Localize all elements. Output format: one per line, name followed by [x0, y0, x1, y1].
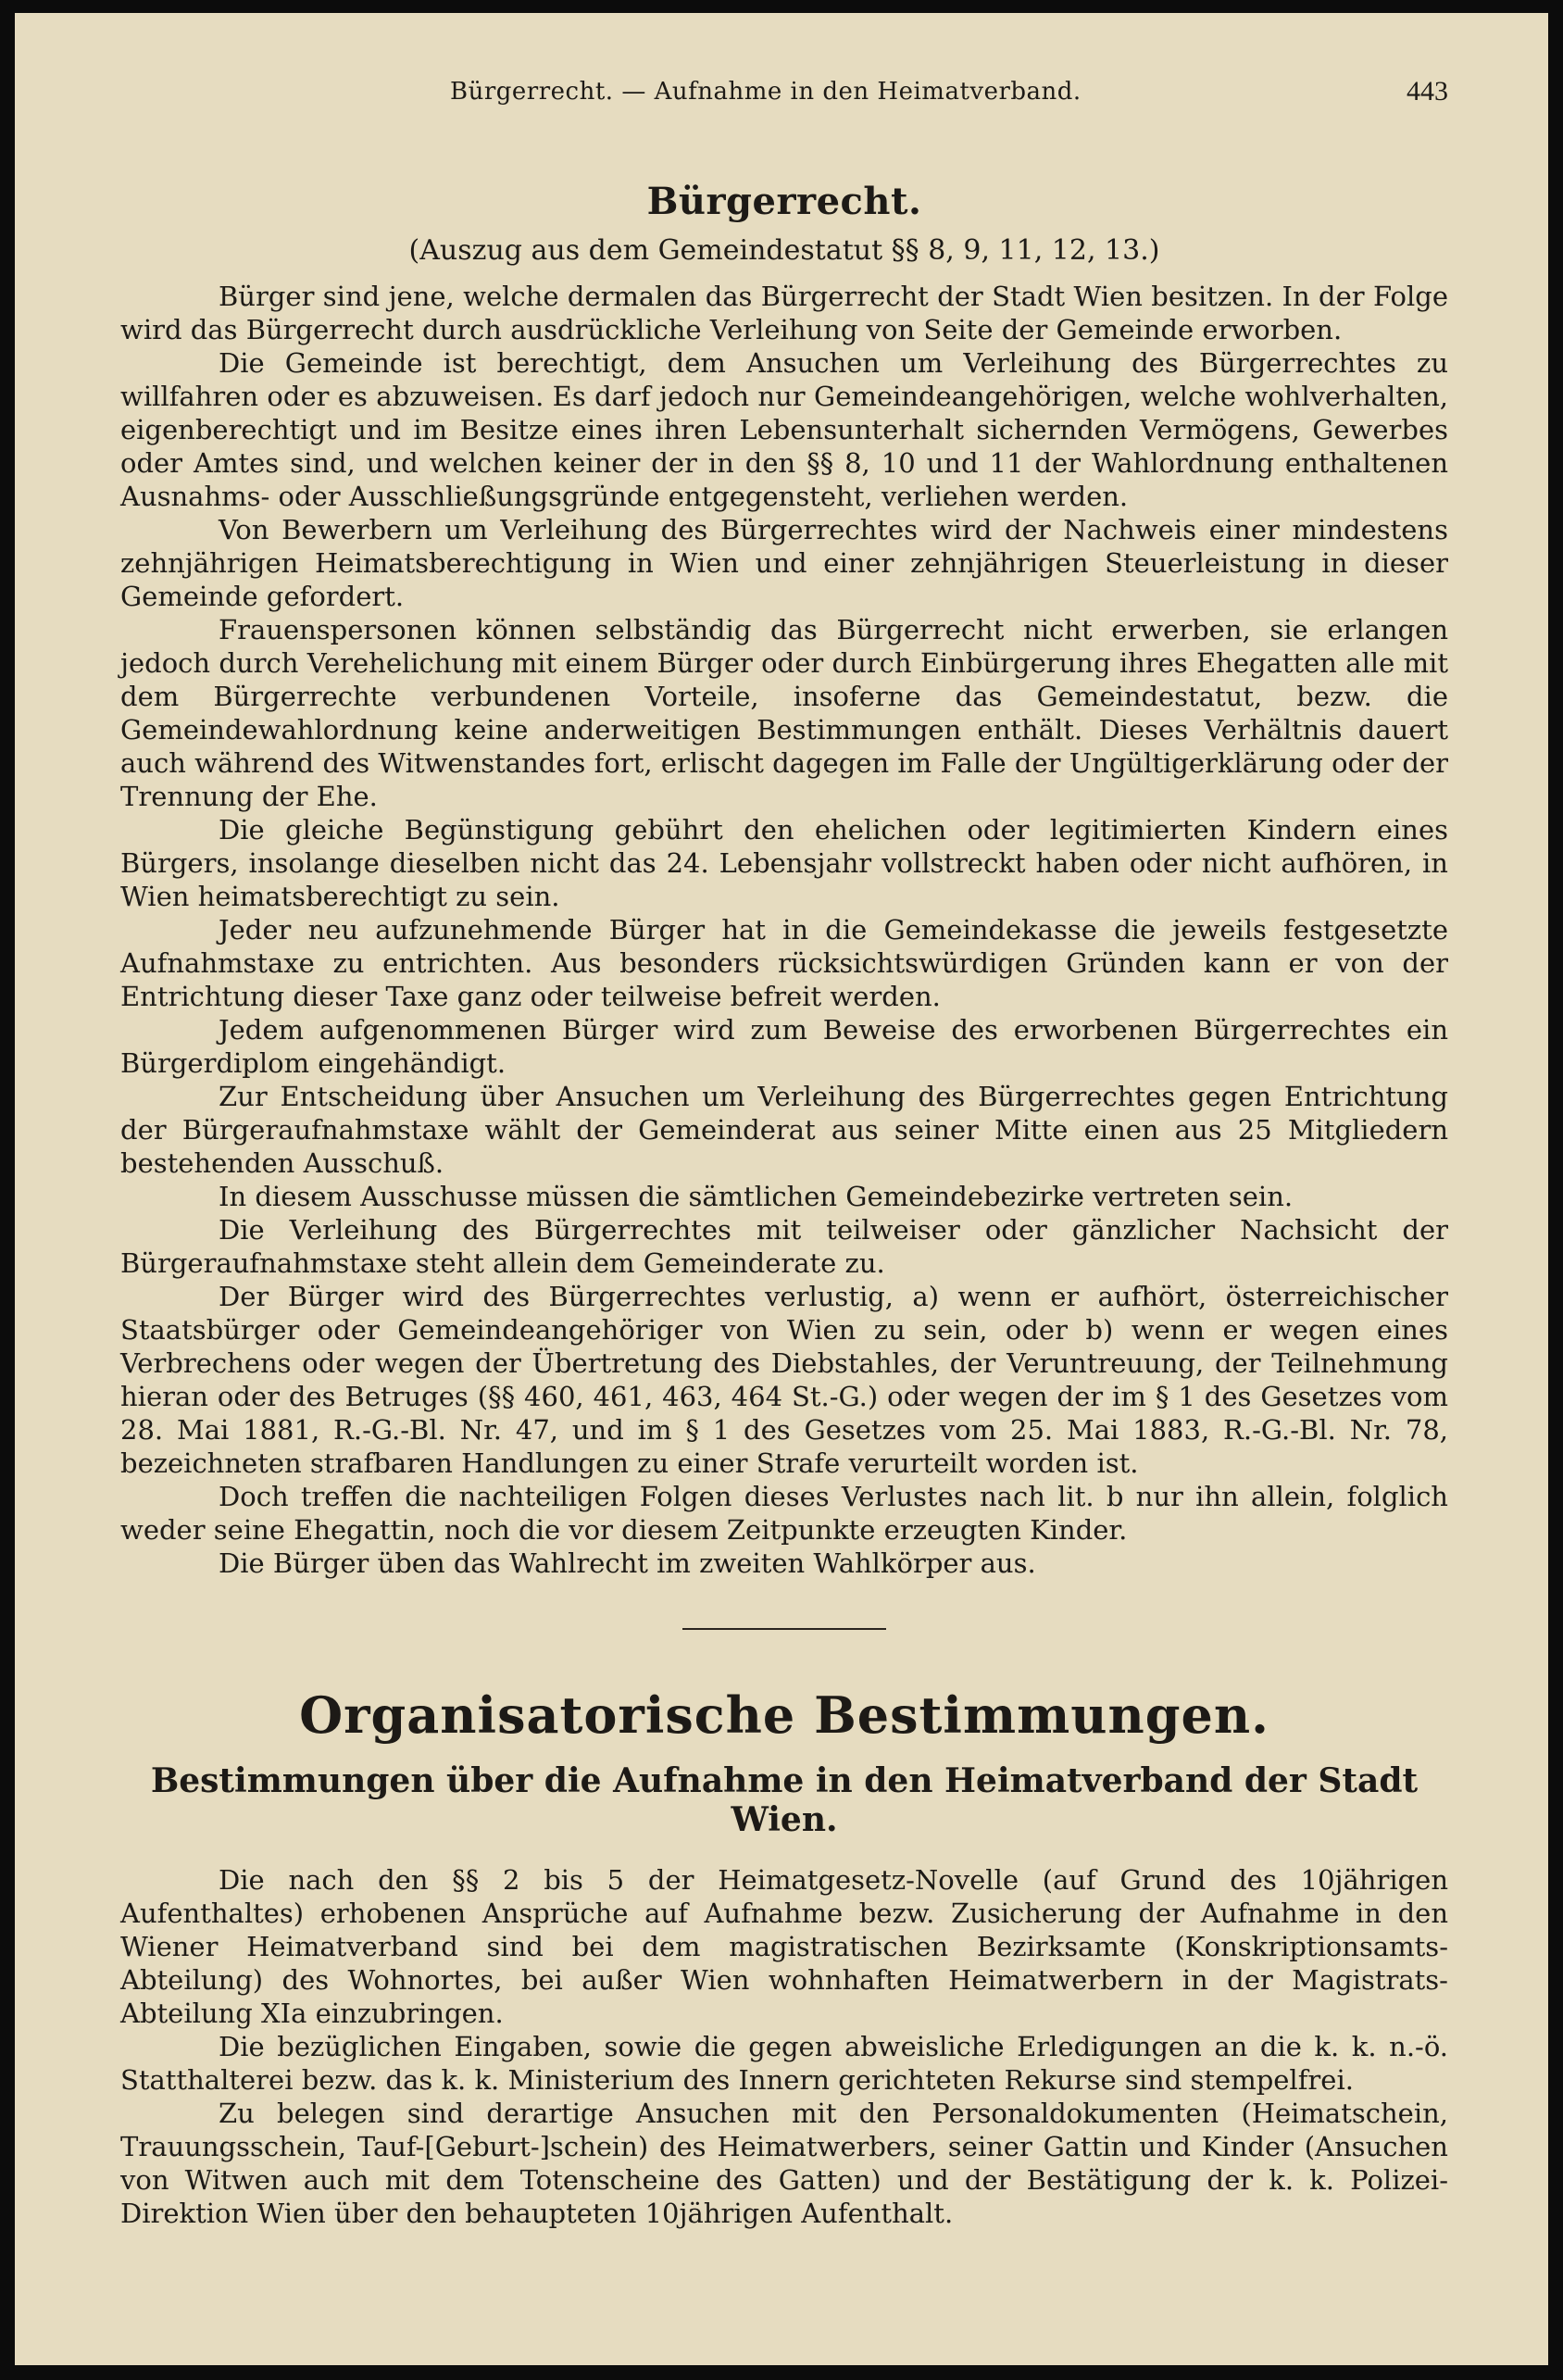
page-content — [120, 180, 1448, 2230]
paragraph: Zu belegen sind derartige Ansuchen mit den Personaldokumenten (Heimatschein, Trauungsschein, Tauf-[Geburt-]schein) des Heimatwerbers, seiner Gattin und Kinder (Ansuchen von Witwen auch mit dem Totenscheine des Gatten) und der Bestätigung der k. k. Polizei-Direktion Wien über den behaupteten 10jährigen Aufenthalt. — [120, 2098, 1448, 2229]
paragraph: Die gleiche Begünstigung gebührt den ehelichen oder legitimierten Kindern eines Bürgers, insolange dieselben nicht das 24. Lebensjahr vollstreckt haben oder nicht aufhören, in Wien heimatsberechtigt zu sein. — [120, 814, 1448, 912]
section-subtitle: (Auszug aus dem Gemeindestatut §§ 8, 9, 11, 12, 13.) — [408, 234, 1160, 267]
paragraph: Der Bürger wird des Bürgerrechtes verlustig, a) wenn er aufhört, österreichischer Staatsbürger oder Gemeindeangehöriger von Wien zu sein, oder b) wenn er wegen eines Verbrechens oder wegen der Übertretung des Diebstahles, der Veruntreuung, der Teilnehmung hieran oder des Betruges (§§ 460, 461, 463, 464 St.-G.) oder wegen der im § 1 des Gesetzes vom 28. Mai 1881, R.-G.-Bl. Nr. 47, und im § 1 des Gesetzes vom 25. Mai 1883, R.-G.-Bl. Nr. 78, bezeichneten strafbaren Handlungen zu einer Strafe verurteilt worden ist. — [120, 1281, 1448, 1479]
section-title: Bürgerrecht. — [646, 180, 922, 223]
section-organisatorische-bestimmungen — [120, 1685, 1448, 2230]
document-page — [15, 13, 1548, 2365]
paragraph: Die bezüglichen Eingaben, sowie die gegen abweisliche Erledigungen an die k. k. n.-ö. Statthalterei bezw. das k. k. Ministerium des Innern gerichteten Rekurse sind stempelfrei. — [120, 2031, 1448, 2096]
paragraph: Zur Entscheidung über Ansuchen um Verleihung des Bürgerrechtes gegen Entrichtung der Bürgeraufnahmstaxe wählt der Gemeinderat aus seiner Mitte einen aus 25 Mitgliedern bestehenden Ausschuß. — [120, 1081, 1448, 1179]
paragraph: Von Bewerbern um Verleihung des Bürgerrechtes wird der Nachweis einer mindestens zehnjährigen Heimatsberechtigung in Wien und einer zehnjährigen Steuerleistung in dieser Gemeinde gefordert. — [120, 514, 1448, 612]
paragraph: Die Gemeinde ist berechtigt, dem Ansuchen um Verleihung des Bürgerrechtes zu willfahren oder es abzuweisen. Es darf jedoch nur Gemeindeangehörigen, welche wohlverhalten, eigenberechtigt und im Besitze eines ihren Lebensunterhalt sichernden Vermögens, Gewerbes oder Amtes sind, und welchen keiner der in den §§ 8, 10 und 11 der Wahlordnung enthaltenen Ausnahms- oder Ausschließungsgründe entgegensteht, verliehen werden. — [120, 347, 1448, 512]
paragraph: Die nach den §§ 2 bis 5 der Heimatgesetz-Novelle (auf Grund des 10jährigen Aufenthaltes) erhobenen Ansprüche auf Aufnahme bezw. Zusicherung der Aufnahme in den Wiener Heimatverband sind bei dem magistratischen Bezirksamte (Konskriptionsamts-Abteilung) des Wohnortes, bei außer Wien wohnhaften Heimatwerbern in der Magistrats-Abteilung XIa einzubringen. — [120, 1864, 1448, 2029]
section-subtitle: Bestimmungen über die Aufnahme in den Heimatverband der Stadt Wien. — [150, 1761, 1419, 1839]
section-buergerrecht — [120, 180, 1448, 1580]
paragraph: Die Verleihung des Bürgerrechtes mit teilweiser oder gänzlicher Nachsicht der Bürgeraufnahmstaxe steht allein dem Gemeinderate zu. — [120, 1214, 1448, 1279]
paragraph: Jeder neu aufzunehmende Bürger hat in die Gemeindekasse die jeweils festgesetzte Aufnahmstaxe zu entrichten. Aus besonders rücksichtswürdigen Gründen kann er von der Entrichtung dieser Taxe ganz oder teilweise befreit werden. — [120, 914, 1448, 1012]
paragraph: Bürger sind jene, welche dermalen das Bürgerrecht der Stadt Wien besitzen. In der Folge wird das Bürgerrecht durch ausdrückliche Verleihung von Seite der Gemeinde erworben. — [120, 281, 1448, 345]
running-head: Bürgerrecht. — Aufnahme in den Heimatverband. — [450, 78, 1082, 106]
paragraph: Jedem aufgenommenen Bürger wird zum Beweise des erworbenen Bürgerrechtes ein Bürgerdiplom eingehändigt. — [120, 1014, 1448, 1079]
page-header — [117, 74, 1448, 117]
page-number: 443 — [1407, 76, 1448, 106]
section-divider — [682, 1628, 886, 1630]
paragraph: Die Bürger üben das Wahlrecht im zweiten Wahlkörper aus. — [219, 1547, 1036, 1579]
paragraph: Doch treffen die nachteiligen Folgen dieses Verlustes nach lit. b nur ihn allein, folglich weder seine Ehegattin, noch die vor diesem Zeitpunkte erzeugten Kinder. — [120, 1481, 1448, 1546]
paragraph: Frauenspersonen können selbständig das Bürgerrecht nicht erwerben, sie erlangen jedoch durch Verehelichung mit einem Bürger oder durch Einbürgerung ihres Ehegatten alle mit dem Bürgerrechte verbundenen Vorteile, insoferne das Gemeindestatut, bezw. die Gemeindewahlordnung keine anderweitigen Bestimmungen enthält. Dieses Verhältnis dauert auch während des Witwenstandes fort, erlischt dagegen im Falle der Ungültigerklärung oder der Trennung der Ehe. — [120, 614, 1448, 812]
section-title: Organisatorische Bestimmungen. — [299, 1685, 1269, 1745]
paragraph: In diesem Ausschusse müssen die sämtlichen Gemeindebezirke vertreten sein. — [219, 1181, 1294, 1212]
